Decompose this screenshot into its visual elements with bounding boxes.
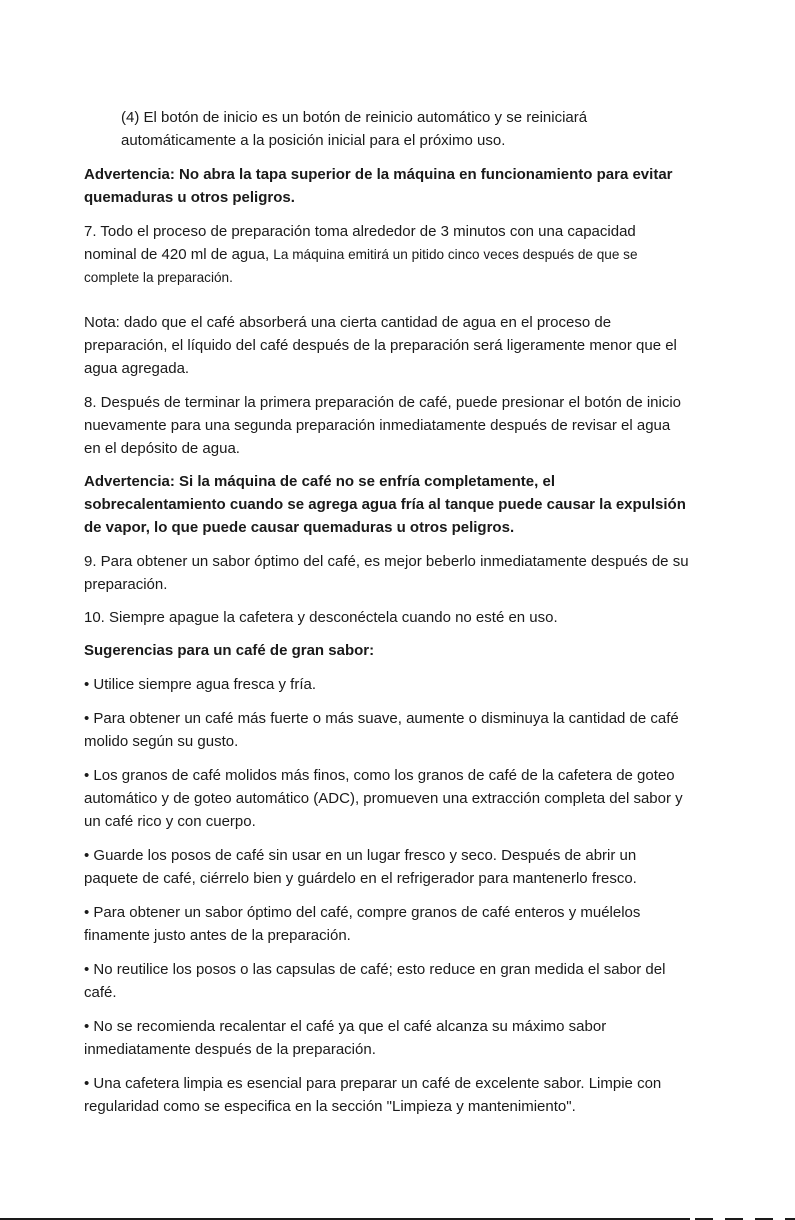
intro-paragraph (84, 106, 689, 152)
warning-top-lid: Advertencia: No abra la tapa superior de la máquina en funcionamiento para evitar quemaduras u otros peligros. (84, 166, 673, 206)
note-paragraph: Nota: dado que el café absorberá una cierta cantidad de agua en el proceso de preparación, el líquido del café después de la preparación será ligeramente menor que el agua agregada. (84, 314, 677, 377)
tip-item: • Una cafetera limpia es esencial para preparar un café de excelente sabor. Limpie con regularidad como se especifica en la sección "Limpieza y mantenimiento". (84, 1075, 662, 1115)
intro-line-1: (4) El botón de inicio es un botón de reinicio automático y se reiniciará (121, 109, 588, 126)
step-8: 8. Después de terminar la primera preparación de café, puede presionar el botón de inicio nuevamente para una segunda preparación inmediatamente después de revisar el agua en el depósito de agua. (84, 394, 682, 457)
step-7-beep-note: La máquina emitirá un pitido cinco veces después de que se complete la preparación. (84, 247, 638, 285)
tip-item: • Guarde los posos de café sin usar en un lugar fresco y seco. Después de abrir un paquete de café, ciérrelo bien y guárdelo en el refrigerador para mantenerlo fresco. (84, 847, 637, 887)
intro-line-2: automáticamente a la posición inicial para el próximo uso. (121, 132, 506, 149)
tip-item: • Los granos de café molidos más finos, como los granos de café de la cafetera de goteo automático y de goteo automático (ADC), promueven una extracción completa del sabor y un café rico y con cuerpo. (84, 767, 683, 830)
step-7 (84, 220, 689, 289)
warning-overheat: Advertencia: Si la máquina de café no se enfría completamente, el sobrecalentamiento cuando se agrega agua fría al tanque puede causar la expulsión de vapor, lo que puede causar quemaduras u otros peligros. (84, 473, 686, 536)
tip-item: • No reutilice los posos o las capsulas de café; esto reduce en gran medida el sabor del café. (84, 961, 666, 1001)
tip-item: • No se recomienda recalentar el café ya que el café alcanza su máximo sabor inmediatamente después de la preparación. (84, 1018, 607, 1058)
tips-heading: Sugerencias para un café de gran sabor: (84, 642, 375, 659)
step-7-main: 7. Todo el proceso de preparación toma alrededor de 3 minutos con una capacidad nominal de 420 ml de agua, (84, 223, 636, 263)
tip-item: • Para obtener un café más fuerte o más suave, aumente o disminuya la cantidad de café molido según su gusto. (84, 710, 679, 750)
manual-page (84, 106, 689, 1129)
step-10: 10. Siempre apague la cafetera y desconéctela cuando no esté en uso. (84, 609, 558, 626)
step-9: 9. Para obtener un sabor óptimo del café, es mejor beberlo inmediatamente después de su preparación. (84, 553, 689, 593)
tip-item: • Utilice siempre agua fresca y fría. (84, 676, 317, 693)
tip-item: • Para obtener un sabor óptimo del café, compre granos de café enteros y muélelos finamente justo antes de la preparación. (84, 904, 641, 944)
